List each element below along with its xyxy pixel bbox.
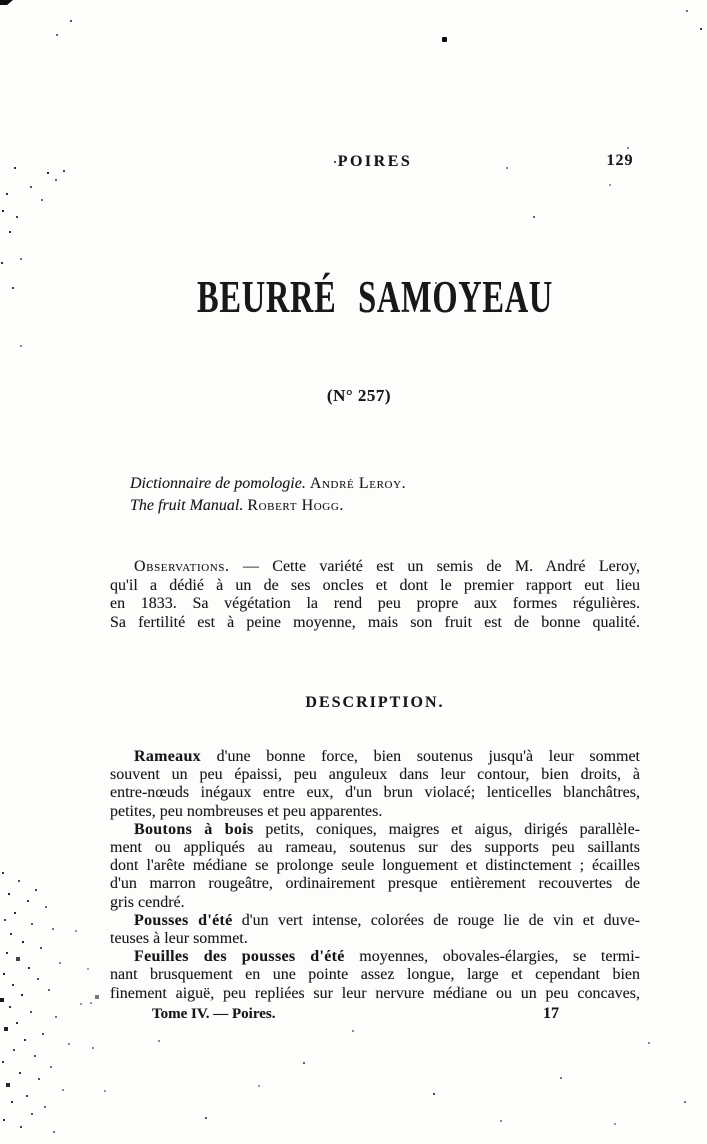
paragraph-line: teuses à leur sommet.: [110, 930, 248, 948]
paragraph-line: [110, 748, 640, 766]
paragraph-line: ment ou appliqués au rameau, soutenus sur des supports peu saillants: [110, 839, 640, 857]
paragraph-lead: Feuilles des pousses d'été: [134, 948, 345, 966]
paragraph-text: d'une bonne force, bien soutenus jusqu'à leur sommet: [200, 748, 640, 765]
paragraph-line: gris cendré.: [110, 893, 185, 911]
reference-item: [130, 495, 406, 517]
paragraph-text: moyennes, obovales-élargies, se termi-: [344, 948, 640, 966]
reference-author: Robert Hogg.: [247, 497, 344, 514]
reference-item: [130, 473, 406, 495]
running-title: POIRES: [337, 153, 413, 170]
paragraph-text: petits, coniques, maigres et aigus, dirigés parallèle-: [253, 820, 641, 838]
observations-label: Observations.: [134, 558, 230, 575]
observation-line: [110, 558, 640, 577]
paragraph-lead: Rameaux: [134, 748, 201, 765]
footer-signature: 17: [543, 1005, 559, 1022]
paragraph-line: dont l'arête médiane se prolonge seule longuement et distinctement ; écailles: [110, 857, 640, 875]
observation-text: — Cette variété est un semis de M. André Leroy,: [229, 558, 640, 575]
observation-line: Sa fertilité est à peine moyenne, mais son fruit est de bonne qualité.: [110, 613, 640, 631]
paragraph-lead: Boutons à bois: [134, 820, 254, 838]
paragraph-line: [110, 821, 640, 839]
paragraph-text: d'un vert intense, colorées de rouge lie de vin et duve-: [232, 911, 640, 929]
paragraph-lead: Pousses d'été: [134, 911, 233, 929]
paragraph-pousses-dete: [110, 912, 640, 948]
variety-number: (N° 257): [326, 386, 392, 405]
paragraph-line: [110, 948, 640, 966]
paragraph-line: finement aiguë, peu repliées sur leur nervure médiane ou un peu concaves,: [110, 984, 640, 1002]
paragraph-feuilles: [110, 948, 640, 1003]
variety-title: BEURRÉ SAMOYEAU: [197, 272, 553, 322]
ink-dot: [442, 37, 447, 42]
description-body: [110, 748, 640, 1003]
reference-author: André Leroy.: [309, 475, 407, 492]
paragraph-line: nant brusquement en une pointe assez longue, large et cependant bien: [110, 966, 640, 984]
footer-volume: Tome IV. — Poires.: [152, 1006, 276, 1022]
paragraph-line: d'un marron rougeâtre, ordinairement presque entièrement recouvertes de: [110, 875, 640, 893]
paragraph-line: [110, 912, 640, 930]
page-number: 129: [606, 152, 634, 169]
observation-line: qu'il a dédié à un de ses oncles et dont le premier rapport eut lieu: [110, 576, 640, 594]
paragraph-boutons-a-bois: [110, 821, 640, 912]
observations-paragraph: [110, 558, 640, 632]
reference-title: The fruit Manual.: [130, 497, 244, 514]
paragraph-line: petites, peu nombreuses et peu apparentes.: [110, 802, 383, 820]
scan-noise: [0, 0, 2, 2]
description-heading: DESCRIPTION.: [305, 694, 445, 711]
reference-list: [130, 473, 406, 517]
paragraph-rameaux: [110, 748, 640, 821]
paragraph-line: souvent un peu épaissi, peu anguleux dans leur contour, bien droits, à: [110, 766, 640, 784]
observation-line: en 1833. Sa végétation la rend peu propre aux formes régulières.: [110, 595, 640, 612]
paragraph-line: entre-nœuds inégaux entre eux, d'un brun violacé; lenticelles blanchâtres,: [110, 784, 640, 802]
reference-title: Dictionnaire de pomologie.: [130, 475, 306, 492]
